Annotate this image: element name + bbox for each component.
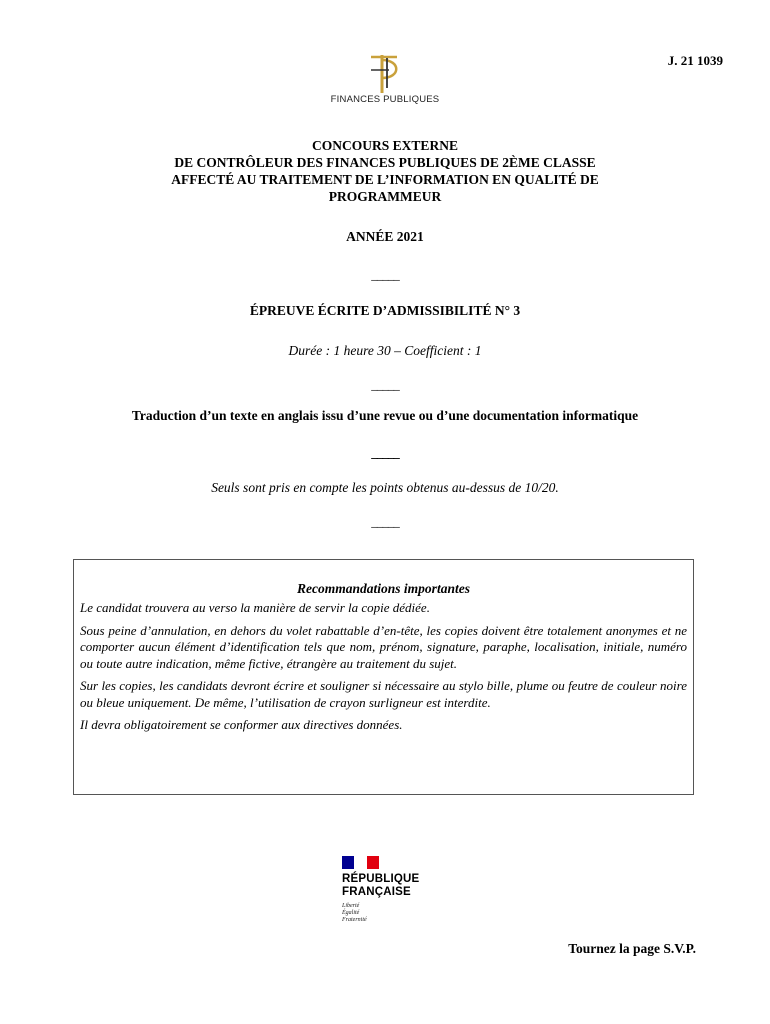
recommendations-box [73,559,694,795]
exam-subject: Traduction d’un texte en anglais issu d’une revue ou d’une documentation informatique [131,408,639,423]
threshold-note: Seuls sont pris en compte les points obtenus au-dessus de 10/20. [211,480,559,495]
republique-name [342,873,462,899]
exam-year: ANNÉE 2021 [346,229,424,244]
recommendations-title: Recommandations importantes [297,581,470,596]
title-line: DE CONTRÔLEUR DES FINANCES PUBLIQUES DE 2ÈME CLASSE [174,155,596,170]
motto-egalite: Égalité [342,910,360,916]
turn-page-note: Tournez la page S.V.P. [568,941,696,956]
republique-francaise-logo [342,856,462,924]
recommendation-paragraph: Sur les copies, les candidats devront écrire et souligner si nécessaire au stylo bille, plume ou feutre de couleur noire ou bleue uniquement. De même, l’utilisation de crayon surligneur est interdite. [80,678,687,710]
finances-publiques-icon [365,52,405,94]
motto-liberte: Liberté [342,903,360,909]
title-line: PROGRAMMEUR [328,189,442,204]
republique-motto [342,903,462,924]
francaise-line: FRANÇAISE [342,886,411,898]
recommendation-paragraph: Le candidat trouvera au verso la manière de servir la copie dédiée. [80,600,430,615]
separator: _____ [371,445,399,460]
exam-title [0,137,770,205]
motto-fraternite: Fraternité [342,917,367,923]
epreuve-title: ÉPREUVE ÉCRITE D’ADMISSIBILITÉ N° 3 [249,303,521,318]
logo-text: FINANCES PUBLIQUES [330,94,440,105]
republique-line: RÉPUBLIQUE [342,873,420,885]
title-line: CONCOURS EXTERNE [312,138,458,153]
separator: _____ [371,377,399,392]
recommendation-paragraph: Sous peine d’annulation, en dehors du volet rabattable d’en-tête, les copies doivent être totalement anonymes et ne comporter aucun élément d’identification tels que nom, prénom, signature, paraphe, localisation, initiale, numéro ou toute autre indication, même fictive, étrangère au traitement du sujet. [80,622,687,671]
recommendation-paragraph: Il devra obligatoirement se conformer aux directives données. [80,717,403,732]
separator: _____ [371,267,399,282]
finances-publiques-logo [317,52,453,112]
duration-coefficient: Durée : 1 heure 30 – Coefficient : 1 [288,343,482,358]
separator: _____ [371,514,399,529]
title-line: AFFECTÉ AU TRAITEMENT DE L’INFORMATION EN QUALITÉ DE [171,172,599,187]
french-flag-icon [342,856,379,869]
document-reference: J. 21 1039 [667,53,723,68]
